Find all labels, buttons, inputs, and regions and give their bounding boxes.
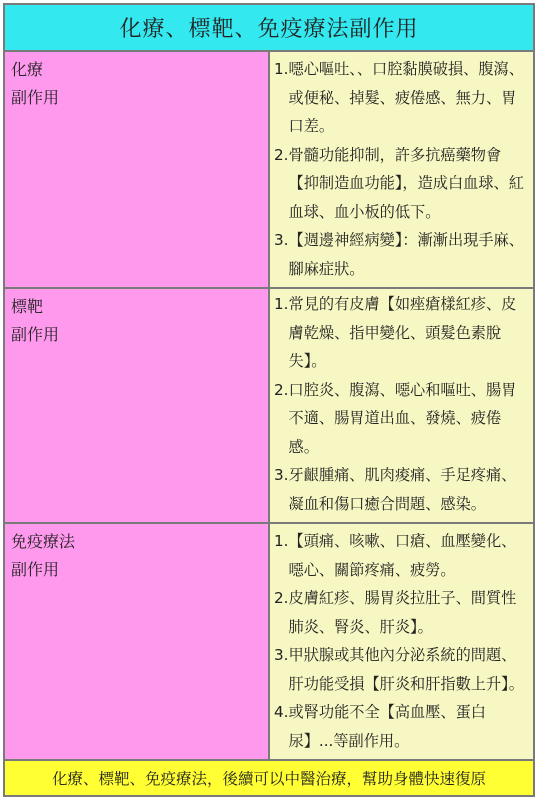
label-line: 副作用: [11, 560, 60, 579]
item-text: 甲狀腺或其他內分泌系統的問題、肝功能受損【肝炎和肝指數上升】。: [288, 646, 524, 693]
item-number: 1.: [274, 60, 289, 78]
table-row: [4, 51, 534, 288]
table-row: [4, 523, 534, 760]
list-item: [274, 376, 529, 462]
item-number: 2.: [274, 380, 289, 399]
list-item: [274, 584, 529, 641]
list-item: [274, 641, 529, 698]
item-number: 3.: [274, 466, 289, 484]
list-item: [274, 141, 529, 227]
row-content-chemo: [269, 51, 534, 288]
item-text: 【週邊神經病變】：漸漸出現手麻、腳麻症狀。: [288, 231, 524, 278]
label-line: 標靶: [11, 297, 44, 316]
label-line: 副作用: [11, 325, 60, 344]
side-effects-table: [3, 3, 535, 797]
table-footer: 化療、標靶、免疫療法，後續可以中醫治療，幫助身體快速復原: [4, 760, 534, 796]
row-label-chemo: [4, 51, 269, 288]
list-item: [274, 527, 529, 584]
table-title: 化療、標靶、免疫療法副作用: [4, 4, 534, 51]
item-number: 1.: [274, 295, 289, 313]
item-number: 1.: [274, 532, 289, 550]
item-text: 口腔炎、腹瀉、噁心和嘔吐、腸胃不適、腸胃道出血、發燒、疲倦感。: [288, 380, 517, 456]
row-content-immuno: [269, 523, 534, 760]
label-line: 化療: [11, 60, 44, 79]
item-text: 或腎功能不全【高血壓、蛋白尿】...等副作用。: [288, 703, 486, 750]
footer-row: [4, 760, 534, 796]
list-item: [274, 698, 529, 755]
item-text: 【頭痛、咳嗽、口瘡、血壓變化、噁心、關節疼痛、疲勞。: [288, 532, 517, 579]
row-content-targeted: [269, 288, 534, 523]
item-text: 噁心嘔吐、、口腔黏膜破損、腹瀉、或便秘、掉髮、疲倦感、無力、胃口差。: [288, 60, 524, 135]
list-item: [274, 290, 529, 376]
title-row: [4, 4, 534, 51]
item-number: 2.: [274, 589, 289, 607]
item-number: 3.: [274, 231, 289, 249]
item-text: 牙齦腫痛、肌肉痠痛、手足疼痛、凝血和傷口癒合問題、感染。: [288, 466, 517, 513]
table-row: [4, 288, 534, 523]
row-label-immuno: [4, 523, 269, 760]
item-text: 骨髓功能抑制，許多抗癌藥物會【抑制造血功能】，造成白血球、紅血球、血小板的低下。: [288, 145, 524, 221]
list-item: [274, 461, 529, 518]
label-line: 免疫療法: [11, 532, 76, 551]
label-line: 副作用: [11, 88, 60, 107]
item-number: 3.: [274, 646, 289, 664]
list-item: [274, 226, 529, 283]
item-number: 4.: [274, 703, 289, 721]
list-item: [274, 55, 529, 141]
item-number: 2.: [274, 145, 289, 164]
item-text: 皮膚紅疹、腸胃炎拉肚子、間質性肺炎、腎炎、肝炎】。: [288, 589, 517, 636]
row-label-targeted: [4, 288, 269, 523]
item-text: 常見的有皮膚【如痤瘡樣紅疹、皮膚乾燥、指甲變化、頭髮色素脫失】。: [288, 295, 517, 370]
